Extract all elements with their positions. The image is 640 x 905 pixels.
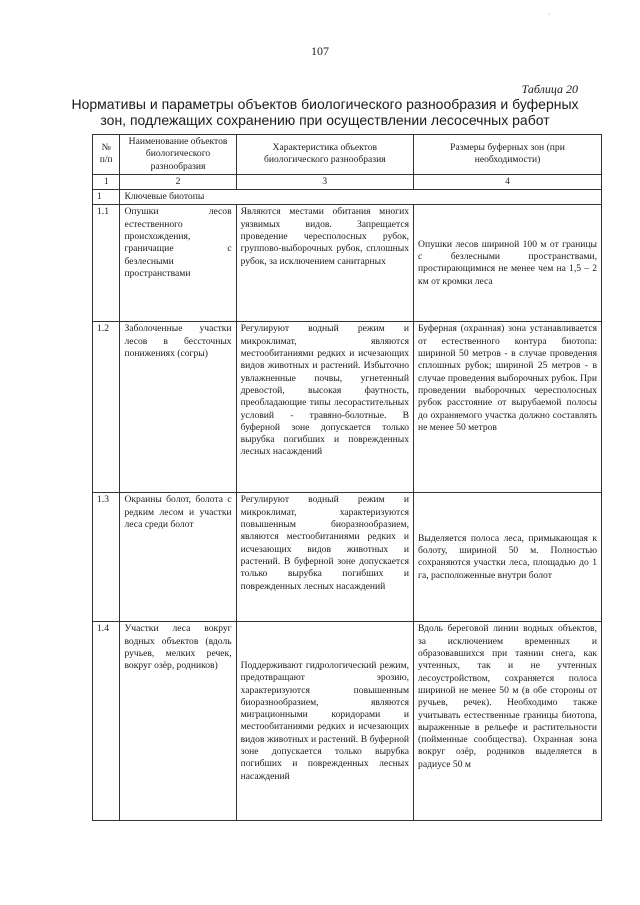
- table-row: [93, 493, 602, 622]
- column-number-row: [93, 174, 602, 189]
- header-buffer: Размеры буферных зон (при необходимости): [414, 135, 602, 175]
- scan-speck: ·: [548, 10, 551, 19]
- column-number: 3: [236, 174, 413, 189]
- row-num: 1.4: [93, 622, 120, 821]
- table-row: [93, 622, 602, 821]
- row-buffer: Опушки лесов шириной 100 м от границы с безлесными пространствами, простирающимися не менее чем на 1,5 – 2 км от кромки леса: [414, 205, 602, 322]
- page-number: 107: [311, 44, 329, 58]
- row-buffer: Вдоль береговой линии водных объектов, за исключением временных и образовавшихся при таянии снега, как учтенных, так и не учтенных лесоустройством, сохраняется полоса шириной не менее 50 м (в обе стороны от ручьев, речек). Необходимо также учитывать естественные границы биотопа, выраженные в рельефе и растительности (пойменные сообщества). Охранная зона вокруг озёр, родников выделяется в радиусе 50 м: [414, 622, 602, 821]
- row-num: 1.3: [93, 493, 120, 622]
- section-row: [93, 190, 602, 205]
- header-row: [93, 135, 602, 175]
- row-characteristics: Регулируют водный режим и микроклимат, являются местообитаниями редких и исчезающих видов животных и растений. Избыточно увлажненные почвы, угнетенный древостой, высокая фаутность, преобладающие типы лесорастительных условий - травяно-болотные. В буферной зоне допускается только вырубка погибших и поврежденных лесных насаждений: [236, 322, 413, 493]
- table-row: [93, 322, 602, 493]
- table-row: [93, 205, 602, 322]
- column-number: 4: [414, 174, 602, 189]
- row-buffer: Буферная (охранная) зона устанавливается от естественного контура биотопа: шириной 50 метров - в случае проведения сплошных рубок; шириной 25 метров - в случае проведения выборочных рубок. При проведении выборочных чересполосных рубок расстояние от вырубаемой полосы до охраняемого участка должно составлять не менее 50 метров: [414, 322, 602, 493]
- row-buffer: Выделяется полоса леса, примыкающая к болоту, шириной 50 м. Полностью сохраняются участки леса, площадью до 1 га, расположенные внутри болот: [414, 493, 602, 622]
- row-name: Окраины болот, болота с редким лесом и участки леса среди болот: [120, 493, 236, 622]
- header-num: № п/п: [93, 135, 120, 175]
- table-caption: Таблица 20: [521, 82, 578, 96]
- header-characteristics: Характеристика объектов биологического разнообразия: [236, 135, 413, 175]
- column-number: 2: [120, 174, 236, 189]
- norms-table: [92, 134, 602, 821]
- column-number: 1: [93, 174, 120, 189]
- row-name: Опушки лесов естественного происхождения, граничащие с безлесными пространствами: [120, 205, 236, 322]
- row-characteristics: Поддерживают гидрологический режим, предотвращают эрозию, характеризуются повышенным биоразнообразием, являются миграционными коридорами и местообитаниями редких и исчезающих видов животных и растений. В буферной зоне допускается только вырубка погибших и поврежденных лесных насаждений: [236, 622, 413, 821]
- row-characteristics: Регулируют водный режим и микроклимат, характеризуются повышенным биоразнообразием, являются местообитаниями редких и исчезающих видов животных и растений. В буферной зоне допускается только вырубка погибших и поврежденных лесных насаждений: [236, 493, 413, 622]
- row-num: 1.2: [93, 322, 120, 493]
- row-name: Заболоченные участки лесов в бессточных понижениях (согры): [120, 322, 236, 493]
- row-name: Участки леса вокруг водных объектов (вдоль ручьев, мелких речек, вокруг озёр, родников): [120, 622, 236, 821]
- row-num: 1.1: [93, 205, 120, 322]
- section-num: 1: [93, 190, 120, 205]
- header-name: Наименование объектов биологического разнообразия: [120, 135, 236, 175]
- document-title: Нормативы и параметры объектов биологического разнообразия и буферных зон, подлежащих сохранению при осуществлении лесосечных работ: [71, 96, 579, 128]
- section-label: Ключевые биотопы: [120, 190, 602, 205]
- row-characteristics: Являются местами обитания многих уязвимых видов. Запрещается проведение чересполосных рубок, группово-выборочных рубок, сплошных рубок, за исключением санитарных: [236, 205, 413, 322]
